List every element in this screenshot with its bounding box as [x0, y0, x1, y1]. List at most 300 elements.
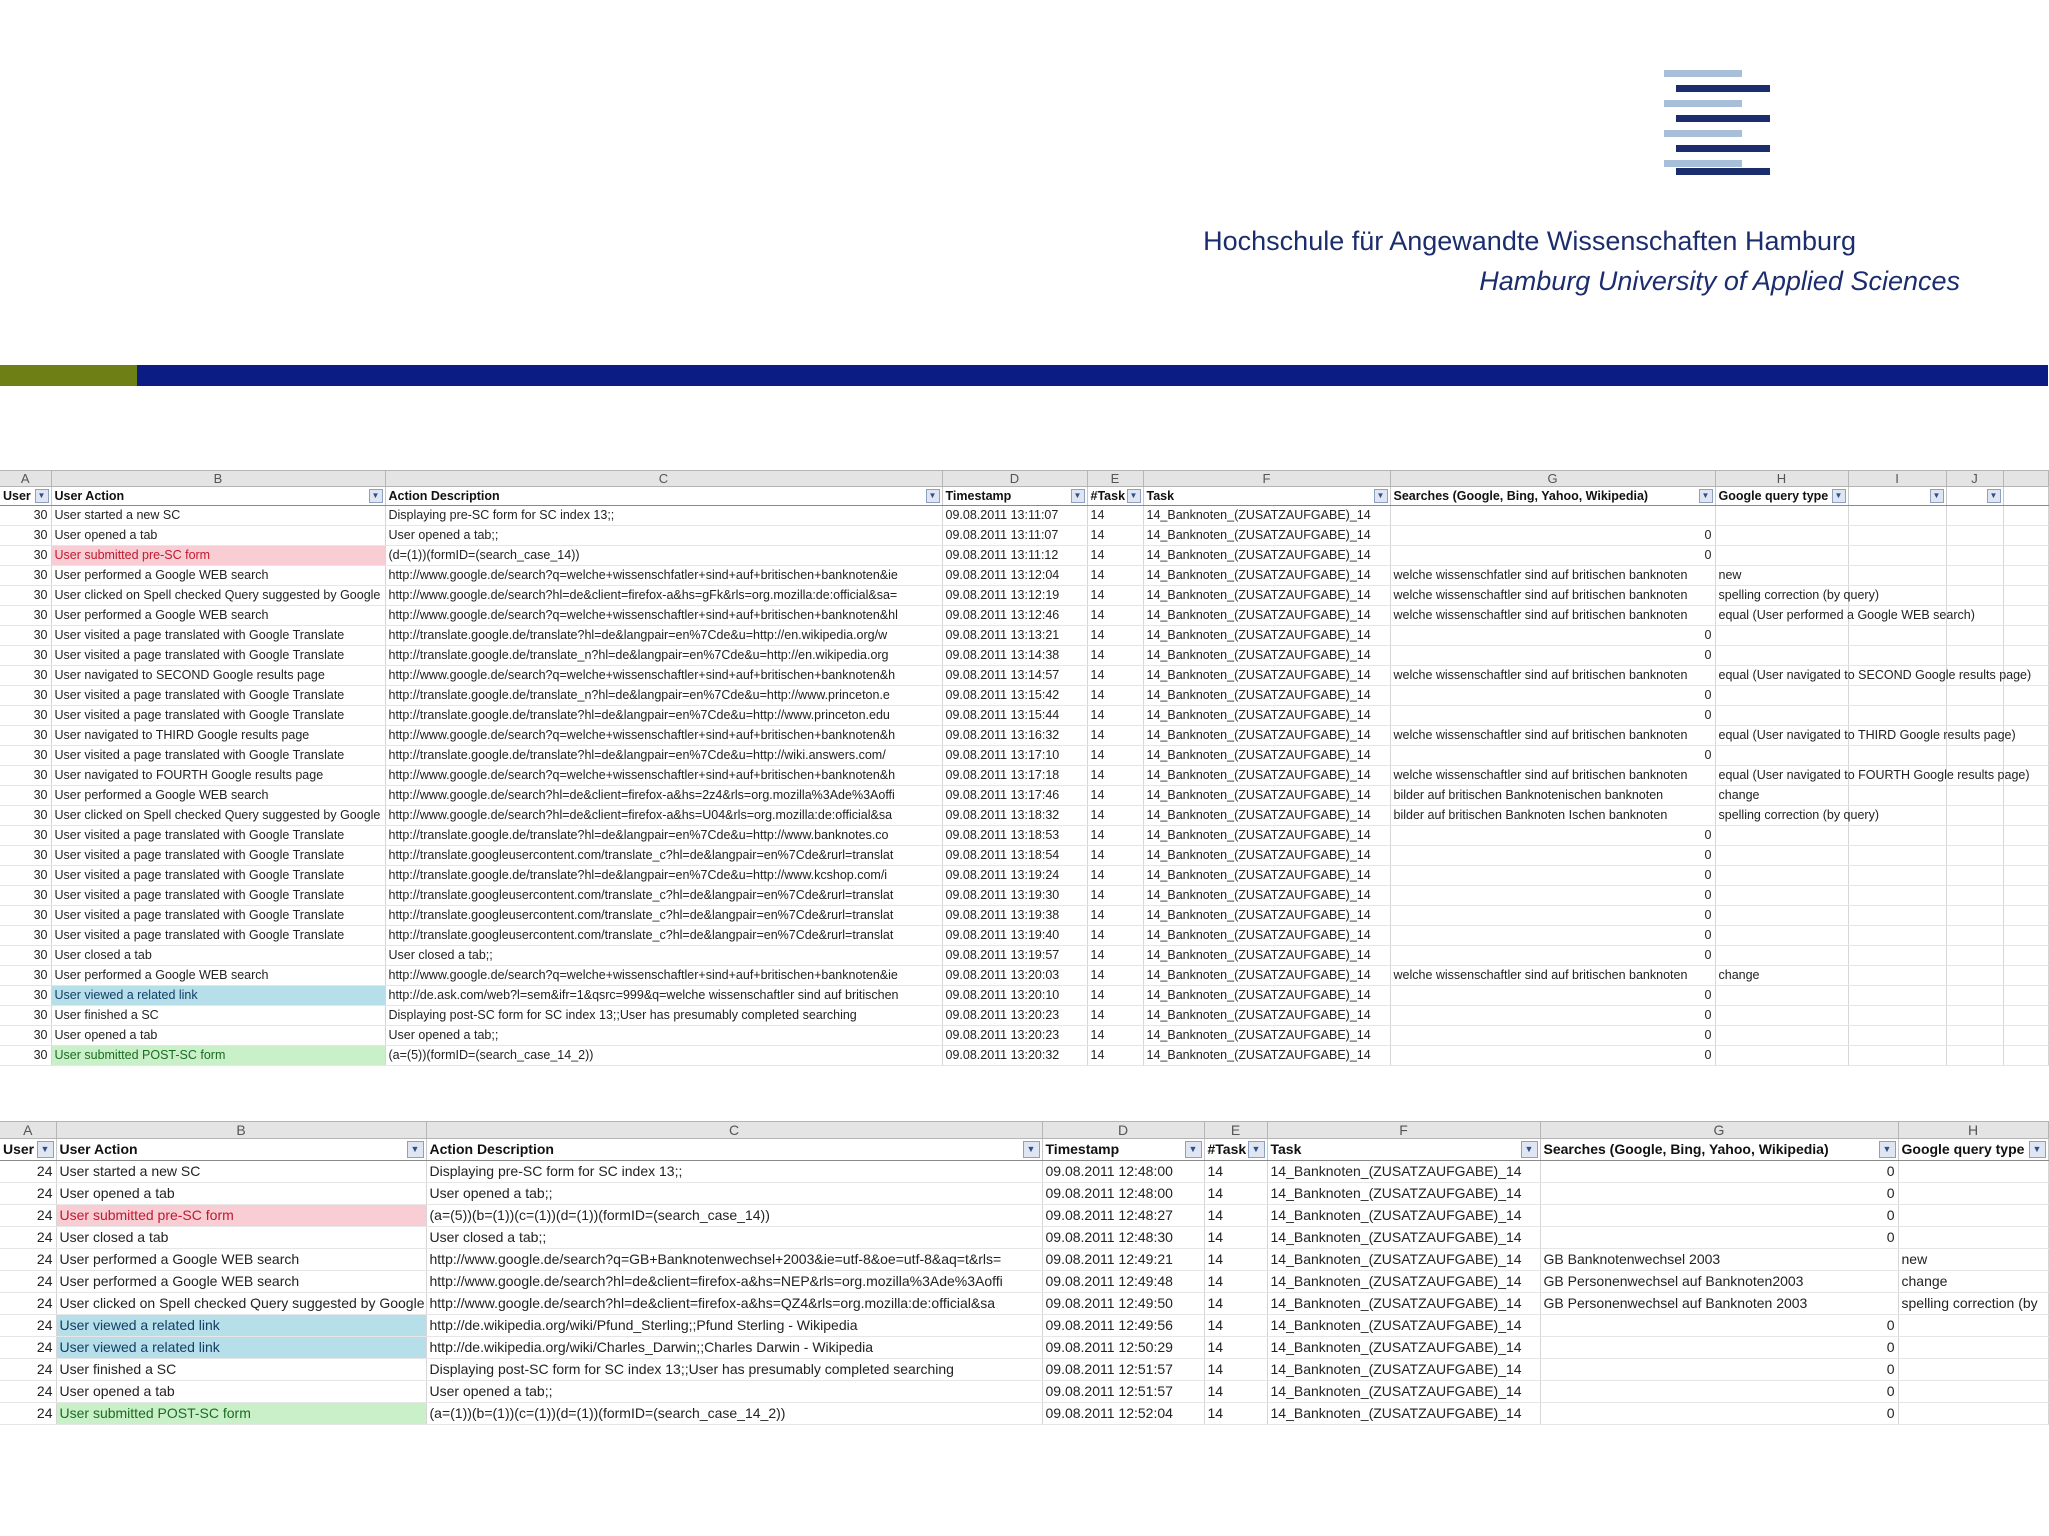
user-cell[interactable]: 24: [0, 1205, 56, 1227]
user-action-cell[interactable]: User closed a tab: [56, 1227, 426, 1249]
user-action-cell[interactable]: User opened a tab: [51, 1026, 385, 1046]
empty-cell[interactable]: [2003, 886, 2048, 906]
searches-cell[interactable]: 0: [1540, 1227, 1898, 1249]
empty-cell[interactable]: [1946, 946, 2003, 966]
task-cell[interactable]: 14_Banknoten_(ZUSATZAUFGABE)_14: [1143, 726, 1390, 746]
user-action-cell[interactable]: User opened a tab: [56, 1183, 426, 1205]
user-action-cell[interactable]: User clicked on Spell checked Query suggested by Google: [51, 806, 385, 826]
empty-cell[interactable]: [2003, 846, 2048, 866]
timestamp-cell[interactable]: 09.08.2011 12:48:00: [1042, 1161, 1204, 1183]
empty-cell[interactable]: [2003, 826, 2048, 846]
user-cell[interactable]: 24: [0, 1293, 56, 1315]
query-type-cell[interactable]: equal (User performed a Google WEB search): [1715, 606, 1848, 626]
user-cell[interactable]: 30: [0, 886, 51, 906]
task-number-cell[interactable]: 14: [1087, 646, 1143, 666]
column-letter-e[interactable]: E: [1204, 1122, 1267, 1139]
timestamp-cell[interactable]: 09.08.2011 13:12:19: [942, 586, 1087, 606]
timestamp-cell[interactable]: 09.08.2011 13:20:32: [942, 1046, 1087, 1066]
task-number-cell[interactable]: 14: [1204, 1205, 1267, 1227]
empty-cell[interactable]: [1946, 826, 2003, 846]
user-action-cell[interactable]: User visited a page translated with Google Translate: [51, 906, 385, 926]
timestamp-cell[interactable]: 09.08.2011 13:19:40: [942, 926, 1087, 946]
task-number-cell[interactable]: 14: [1087, 866, 1143, 886]
user-cell[interactable]: 30: [0, 546, 51, 566]
empty-cell[interactable]: [1946, 806, 2003, 826]
task-number-cell[interactable]: 14: [1087, 766, 1143, 786]
query-type-cell[interactable]: [1715, 546, 1848, 566]
timestamp-cell[interactable]: 09.08.2011 12:49:56: [1042, 1315, 1204, 1337]
user-cell[interactable]: 30: [0, 646, 51, 666]
task-number-cell[interactable]: 14: [1087, 986, 1143, 1006]
user-action-cell[interactable]: User performed a Google WEB search: [56, 1271, 426, 1293]
query-type-cell[interactable]: [1715, 746, 1848, 766]
timestamp-cell[interactable]: 09.08.2011 13:19:57: [942, 946, 1087, 966]
timestamp-cell[interactable]: 09.08.2011 12:49:48: [1042, 1271, 1204, 1293]
empty-cell[interactable]: [2003, 586, 2048, 606]
task-cell[interactable]: 14_Banknoten_(ZUSATZAUFGABE)_14: [1143, 706, 1390, 726]
header-cell[interactable]: [1848, 487, 1946, 506]
action-description-cell[interactable]: http://www.google.de/search?hl=de&client=firefox-a&hs=QZ4&rls=org.mozilla:de:official&sa: [426, 1293, 1042, 1315]
timestamp-cell[interactable]: 09.08.2011 13:14:57: [942, 666, 1087, 686]
query-type-cell[interactable]: [1715, 646, 1848, 666]
searches-cell[interactable]: welche wissenschaftler sind auf britischen banknoten: [1390, 726, 1715, 746]
task-cell[interactable]: 14_Banknoten_(ZUSATZAUFGABE)_14: [1143, 986, 1390, 1006]
timestamp-cell[interactable]: 09.08.2011 13:17:46: [942, 786, 1087, 806]
query-type-cell[interactable]: [1715, 946, 1848, 966]
user-cell[interactable]: 24: [0, 1227, 56, 1249]
action-description-cell[interactable]: (d=(1))(formID=(search_case_14)): [385, 546, 942, 566]
column-letter-d[interactable]: D: [942, 471, 1087, 487]
user-action-cell[interactable]: User visited a page translated with Google Translate: [51, 886, 385, 906]
task-number-cell[interactable]: 14: [1087, 726, 1143, 746]
empty-cell[interactable]: [1946, 626, 2003, 646]
user-cell[interactable]: 30: [0, 826, 51, 846]
query-type-cell[interactable]: change: [1715, 786, 1848, 806]
searches-cell[interactable]: 0: [1390, 866, 1715, 886]
user-action-cell[interactable]: User submitted POST-SC form: [56, 1403, 426, 1425]
empty-cell[interactable]: [1946, 686, 2003, 706]
column-letter-i[interactable]: I: [1848, 471, 1946, 487]
filter-active-icon[interactable]: ▼: [37, 1141, 54, 1158]
timestamp-cell[interactable]: 09.08.2011 13:18:53: [942, 826, 1087, 846]
empty-cell[interactable]: [1848, 1006, 1946, 1026]
user-cell[interactable]: 24: [0, 1403, 56, 1425]
empty-cell[interactable]: [2003, 986, 2048, 1006]
empty-cell[interactable]: [1848, 566, 1946, 586]
task-number-cell[interactable]: 14: [1087, 526, 1143, 546]
task-cell[interactable]: 14_Banknoten_(ZUSATZAUFGABE)_14: [1143, 626, 1390, 646]
action-description-cell[interactable]: (a=(5))(formID=(search_case_14_2)): [385, 1046, 942, 1066]
query-type-cell[interactable]: [1715, 826, 1848, 846]
task-number-cell[interactable]: 14: [1087, 806, 1143, 826]
action-description-cell[interactable]: http://www.google.de/search?q=welche+wissenschaftler+sind+auf+britischen+banknoten&h: [385, 666, 942, 686]
query-type-cell[interactable]: equal (User navigated to THIRD Google results page): [1715, 726, 1848, 746]
filter-dropdown-icon[interactable]: ▼: [926, 489, 940, 503]
query-type-cell[interactable]: [1898, 1227, 2048, 1249]
timestamp-cell[interactable]: 09.08.2011 13:17:18: [942, 766, 1087, 786]
searches-cell[interactable]: [1390, 506, 1715, 526]
header-cell[interactable]: [0, 1139, 56, 1161]
empty-cell[interactable]: [1946, 586, 2003, 606]
filter-dropdown-icon[interactable]: ▼: [1699, 489, 1713, 503]
searches-cell[interactable]: GB Personenwechsel auf Banknoten2003: [1540, 1271, 1898, 1293]
empty-cell[interactable]: [2003, 606, 2048, 626]
task-number-cell[interactable]: 14: [1204, 1161, 1267, 1183]
empty-cell[interactable]: [1946, 546, 2003, 566]
empty-cell[interactable]: [1848, 986, 1946, 1006]
user-cell[interactable]: 24: [0, 1161, 56, 1183]
user-action-cell[interactable]: User clicked on Spell checked Query suggested by Google: [51, 586, 385, 606]
empty-cell[interactable]: [1848, 546, 1946, 566]
timestamp-cell[interactable]: 09.08.2011 13:16:32: [942, 726, 1087, 746]
task-cell[interactable]: 14_Banknoten_(ZUSATZAUFGABE)_14: [1143, 526, 1390, 546]
query-type-cell[interactable]: [1715, 706, 1848, 726]
column-letter-g[interactable]: G: [1390, 471, 1715, 487]
column-letter-a[interactable]: A: [0, 471, 51, 487]
query-type-cell[interactable]: new: [1715, 566, 1848, 586]
empty-cell[interactable]: [1946, 1026, 2003, 1046]
task-number-cell[interactable]: 14: [1204, 1315, 1267, 1337]
action-description-cell[interactable]: http://www.google.de/search?hl=de&client=firefox-a&hs=NEP&rls=org.mozilla%3Ade%3Aoffi: [426, 1271, 1042, 1293]
action-description-cell[interactable]: Displaying pre-SC form for SC index 13;;: [385, 506, 942, 526]
searches-cell[interactable]: 0: [1390, 1006, 1715, 1026]
task-cell[interactable]: 14_Banknoten_(ZUSATZAUFGABE)_14: [1267, 1381, 1540, 1403]
query-type-cell[interactable]: change: [1715, 966, 1848, 986]
empty-cell[interactable]: [1848, 506, 1946, 526]
task-number-cell[interactable]: 14: [1204, 1249, 1267, 1271]
task-number-cell[interactable]: 14: [1204, 1183, 1267, 1205]
query-type-cell[interactable]: [1715, 526, 1848, 546]
filter-dropdown-icon[interactable]: ▼: [369, 489, 383, 503]
user-action-cell[interactable]: User visited a page translated with Google Translate: [51, 626, 385, 646]
empty-cell[interactable]: [1946, 986, 2003, 1006]
user-cell[interactable]: 30: [0, 946, 51, 966]
empty-cell[interactable]: [1848, 706, 1946, 726]
searches-cell[interactable]: 0: [1540, 1315, 1898, 1337]
empty-cell[interactable]: [1848, 526, 1946, 546]
action-description-cell[interactable]: (a=(1))(b=(1))(c=(1))(d=(1))(formID=(search_case_14_2)): [426, 1403, 1042, 1425]
action-description-cell[interactable]: http://www.google.de/search?hl=de&client=firefox-a&hs=U04&rls=org.mozilla:de:official&sa: [385, 806, 942, 826]
user-cell[interactable]: 30: [0, 866, 51, 886]
empty-cell[interactable]: [1848, 686, 1946, 706]
searches-cell[interactable]: 0: [1390, 1046, 1715, 1066]
action-description-cell[interactable]: http://translate.googleusercontent.com/translate_c?hl=de&langpair=en%7Cde&rurl=translat: [385, 906, 942, 926]
task-number-cell[interactable]: 14: [1204, 1403, 1267, 1425]
query-type-cell[interactable]: [1715, 686, 1848, 706]
user-cell[interactable]: 30: [0, 1006, 51, 1026]
query-type-cell[interactable]: change: [1898, 1271, 2048, 1293]
empty-cell[interactable]: [2003, 946, 2048, 966]
searches-cell[interactable]: welche wissenschfatler sind auf britischen banknoten: [1390, 566, 1715, 586]
action-description-cell[interactable]: http://de.wikipedia.org/wiki/Pfund_Sterling;;Pfund Sterling - Wikipedia: [426, 1315, 1042, 1337]
timestamp-cell[interactable]: 09.08.2011 12:48:00: [1042, 1183, 1204, 1205]
column-letter-b[interactable]: B: [51, 471, 385, 487]
empty-cell[interactable]: [2003, 866, 2048, 886]
user-action-cell[interactable]: User started a new SC: [51, 506, 385, 526]
timestamp-cell[interactable]: 09.08.2011 13:15:44: [942, 706, 1087, 726]
column-letter-j[interactable]: J: [1946, 471, 2003, 487]
empty-cell[interactable]: [2003, 626, 2048, 646]
task-cell[interactable]: 14_Banknoten_(ZUSATZAUFGABE)_14: [1267, 1205, 1540, 1227]
header-cell[interactable]: [1898, 1139, 2048, 1161]
searches-cell[interactable]: welche wissenschaftler sind auf britischen banknoten: [1390, 666, 1715, 686]
action-description-cell[interactable]: User closed a tab;;: [385, 946, 942, 966]
empty-cell[interactable]: [2003, 526, 2048, 546]
task-cell[interactable]: 14_Banknoten_(ZUSATZAUFGABE)_14: [1143, 506, 1390, 526]
action-description-cell[interactable]: http://www.google.de/search?q=welche+wissenschaftler+sind+auf+britischen+banknoten&ie: [385, 966, 942, 986]
column-letter-h[interactable]: H: [1898, 1122, 2048, 1139]
task-cell[interactable]: 14_Banknoten_(ZUSATZAUFGABE)_14: [1143, 606, 1390, 626]
query-type-cell[interactable]: [1715, 866, 1848, 886]
action-description-cell[interactable]: http://translate.google.de/translate?hl=de&langpair=en%7Cde&u=http://www.kcshop.com/i: [385, 866, 942, 886]
header-cell[interactable]: [1267, 1139, 1540, 1161]
user-action-cell[interactable]: User clicked on Spell checked Query suggested by Google: [56, 1293, 426, 1315]
searches-cell[interactable]: 0: [1540, 1337, 1898, 1359]
searches-cell[interactable]: 0: [1390, 946, 1715, 966]
user-action-cell[interactable]: User opened a tab: [56, 1381, 426, 1403]
filter-dropdown-icon[interactable]: ▼: [1832, 489, 1846, 503]
searches-cell[interactable]: 0: [1390, 926, 1715, 946]
header-cell[interactable]: [0, 487, 51, 506]
user-action-cell[interactable]: User visited a page translated with Google Translate: [51, 646, 385, 666]
task-number-cell[interactable]: 14: [1087, 906, 1143, 926]
empty-cell[interactable]: [1848, 846, 1946, 866]
empty-cell[interactable]: [2003, 706, 2048, 726]
searches-cell[interactable]: 0: [1540, 1359, 1898, 1381]
task-number-cell[interactable]: 14: [1204, 1227, 1267, 1249]
user-cell[interactable]: 30: [0, 1026, 51, 1046]
action-description-cell[interactable]: http://translate.google.de/translate?hl=de&langpair=en%7Cde&u=http://en.wikipedia.org/w: [385, 626, 942, 646]
empty-cell[interactable]: [1946, 966, 2003, 986]
task-cell[interactable]: 14_Banknoten_(ZUSATZAUFGABE)_14: [1143, 686, 1390, 706]
action-description-cell[interactable]: http://translate.googleusercontent.com/translate_c?hl=de&langpair=en%7Cde&rurl=translat: [385, 926, 942, 946]
header-cell[interactable]: [1390, 487, 1715, 506]
task-number-cell[interactable]: 14: [1087, 886, 1143, 906]
task-cell[interactable]: 14_Banknoten_(ZUSATZAUFGABE)_14: [1267, 1315, 1540, 1337]
action-description-cell[interactable]: http://www.google.de/search?q=welche+wissenschfatler+sind+auf+britischen+banknoten&ie: [385, 566, 942, 586]
user-cell[interactable]: 30: [0, 746, 51, 766]
action-description-cell[interactable]: http://translate.google.de/translate_n?hl=de&langpair=en%7Cde&u=http://www.princeton.e: [385, 686, 942, 706]
user-cell[interactable]: 30: [0, 906, 51, 926]
task-cell[interactable]: 14_Banknoten_(ZUSATZAUFGABE)_14: [1143, 566, 1390, 586]
action-description-cell[interactable]: http://translate.google.de/translate?hl=de&langpair=en%7Cde&u=http://www.banknotes.co: [385, 826, 942, 846]
task-number-cell[interactable]: 14: [1087, 926, 1143, 946]
task-number-cell[interactable]: 14: [1087, 626, 1143, 646]
searches-cell[interactable]: 0: [1390, 886, 1715, 906]
user-cell[interactable]: 30: [0, 606, 51, 626]
user-cell[interactable]: 30: [0, 686, 51, 706]
timestamp-cell[interactable]: 09.08.2011 13:20:23: [942, 1026, 1087, 1046]
searches-cell[interactable]: 0: [1540, 1403, 1898, 1425]
user-action-cell[interactable]: User performed a Google WEB search: [56, 1249, 426, 1271]
task-cell[interactable]: 14_Banknoten_(ZUSATZAUFGABE)_14: [1267, 1161, 1540, 1183]
filter-dropdown-icon[interactable]: ▼: [1987, 489, 2001, 503]
searches-cell[interactable]: 0: [1390, 686, 1715, 706]
user-cell[interactable]: 30: [0, 1046, 51, 1066]
searches-cell[interactable]: 0: [1390, 986, 1715, 1006]
empty-cell[interactable]: [2003, 546, 2048, 566]
user-action-cell[interactable]: User closed a tab: [51, 946, 385, 966]
query-type-cell[interactable]: [1898, 1359, 2048, 1381]
task-number-cell[interactable]: 14: [1204, 1271, 1267, 1293]
user-action-cell[interactable]: User visited a page translated with Google Translate: [51, 826, 385, 846]
task-number-cell[interactable]: 14: [1087, 946, 1143, 966]
searches-cell[interactable]: bilder auf britischen Banknotenischen banknoten: [1390, 786, 1715, 806]
timestamp-cell[interactable]: 09.08.2011 12:51:57: [1042, 1381, 1204, 1403]
query-type-cell[interactable]: new: [1898, 1249, 2048, 1271]
searches-cell[interactable]: 0: [1390, 1026, 1715, 1046]
empty-cell[interactable]: [1848, 886, 1946, 906]
empty-cell[interactable]: [2003, 926, 2048, 946]
empty-cell[interactable]: [1946, 906, 2003, 926]
filter-dropdown-icon[interactable]: ▼: [1071, 489, 1085, 503]
user-cell[interactable]: 30: [0, 526, 51, 546]
task-number-cell[interactable]: 14: [1204, 1293, 1267, 1315]
task-cell[interactable]: 14_Banknoten_(ZUSATZAUFGABE)_14: [1143, 646, 1390, 666]
query-type-cell[interactable]: [1715, 506, 1848, 526]
searches-cell[interactable]: 0: [1390, 546, 1715, 566]
empty-cell[interactable]: [1848, 646, 1946, 666]
action-description-cell[interactable]: http://translate.google.de/translate?hl=de&langpair=en%7Cde&u=http://www.princeton.edu: [385, 706, 942, 726]
column-letter-d[interactable]: D: [1042, 1122, 1204, 1139]
filter-dropdown-icon[interactable]: ▼: [1248, 1141, 1265, 1158]
empty-cell[interactable]: [1946, 746, 2003, 766]
task-cell[interactable]: 14_Banknoten_(ZUSATZAUFGABE)_14: [1143, 906, 1390, 926]
timestamp-cell[interactable]: 09.08.2011 13:12:46: [942, 606, 1087, 626]
query-type-cell[interactable]: [1715, 626, 1848, 646]
task-number-cell[interactable]: 14: [1087, 746, 1143, 766]
searches-cell[interactable]: 0: [1390, 646, 1715, 666]
searches-cell[interactable]: GB Banknotenwechsel 2003: [1540, 1249, 1898, 1271]
task-number-cell[interactable]: 14: [1087, 1026, 1143, 1046]
empty-cell[interactable]: [1848, 946, 1946, 966]
timestamp-cell[interactable]: 09.08.2011 13:11:12: [942, 546, 1087, 566]
header-cell[interactable]: [1087, 487, 1143, 506]
searches-cell[interactable]: welche wissenschaftler sind auf britischen banknoten: [1390, 966, 1715, 986]
action-description-cell[interactable]: http://www.google.de/search?hl=de&client=firefox-a&hs=gFk&rls=org.mozilla:de:official&sa=: [385, 586, 942, 606]
filter-dropdown-icon[interactable]: ▼: [1185, 1141, 1202, 1158]
user-cell[interactable]: 30: [0, 726, 51, 746]
user-cell[interactable]: 24: [0, 1315, 56, 1337]
filter-dropdown-icon[interactable]: ▼: [407, 1141, 424, 1158]
timestamp-cell[interactable]: 09.08.2011 13:18:54: [942, 846, 1087, 866]
action-description-cell[interactable]: Displaying post-SC form for SC index 13;;User has presumably completed searching: [426, 1359, 1042, 1381]
user-action-cell[interactable]: User navigated to THIRD Google results page: [51, 726, 385, 746]
user-cell[interactable]: 30: [0, 846, 51, 866]
user-cell[interactable]: 30: [0, 966, 51, 986]
timestamp-cell[interactable]: 09.08.2011 12:49:21: [1042, 1249, 1204, 1271]
query-type-cell[interactable]: [1715, 1046, 1848, 1066]
empty-cell[interactable]: [1848, 1026, 1946, 1046]
searches-cell[interactable]: 0: [1390, 826, 1715, 846]
query-type-cell[interactable]: [1898, 1161, 2048, 1183]
header-cell[interactable]: [1715, 487, 1848, 506]
task-number-cell[interactable]: 14: [1087, 846, 1143, 866]
searches-cell[interactable]: GB Personenwechsel auf Banknoten 2003: [1540, 1293, 1898, 1315]
timestamp-cell[interactable]: 09.08.2011 13:20:10: [942, 986, 1087, 1006]
user-action-cell[interactable]: User visited a page translated with Google Translate: [51, 746, 385, 766]
query-type-cell[interactable]: [1898, 1337, 2048, 1359]
task-cell[interactable]: 14_Banknoten_(ZUSATZAUFGABE)_14: [1267, 1227, 1540, 1249]
task-cell[interactable]: 14_Banknoten_(ZUSATZAUFGABE)_14: [1143, 946, 1390, 966]
task-cell[interactable]: 14_Banknoten_(ZUSATZAUFGABE)_14: [1267, 1271, 1540, 1293]
task-cell[interactable]: 14_Banknoten_(ZUSATZAUFGABE)_14: [1143, 546, 1390, 566]
query-type-cell[interactable]: [1715, 926, 1848, 946]
task-number-cell[interactable]: 14: [1087, 606, 1143, 626]
timestamp-cell[interactable]: 09.08.2011 13:13:21: [942, 626, 1087, 646]
task-cell[interactable]: 14_Banknoten_(ZUSATZAUFGABE)_14: [1143, 1046, 1390, 1066]
timestamp-cell[interactable]: 09.08.2011 12:48:30: [1042, 1227, 1204, 1249]
searches-cell[interactable]: welche wissenschaftler sind auf britischen banknoten: [1390, 586, 1715, 606]
action-description-cell[interactable]: User opened a tab;;: [385, 526, 942, 546]
empty-cell[interactable]: [2003, 966, 2048, 986]
timestamp-cell[interactable]: 09.08.2011 13:19:24: [942, 866, 1087, 886]
task-cell[interactable]: 14_Banknoten_(ZUSATZAUFGABE)_14: [1143, 886, 1390, 906]
action-description-cell[interactable]: Displaying pre-SC form for SC index 13;;: [426, 1161, 1042, 1183]
task-number-cell[interactable]: 14: [1087, 546, 1143, 566]
task-cell[interactable]: 14_Banknoten_(ZUSATZAUFGABE)_14: [1143, 806, 1390, 826]
user-cell[interactable]: 30: [0, 786, 51, 806]
empty-cell[interactable]: [2003, 746, 2048, 766]
task-cell[interactable]: 14_Banknoten_(ZUSATZAUFGABE)_14: [1143, 926, 1390, 946]
query-type-cell[interactable]: [1715, 846, 1848, 866]
empty-cell[interactable]: [1848, 906, 1946, 926]
task-cell[interactable]: 14_Banknoten_(ZUSATZAUFGABE)_14: [1267, 1403, 1540, 1425]
timestamp-cell[interactable]: 09.08.2011 13:20:03: [942, 966, 1087, 986]
task-cell[interactable]: 14_Banknoten_(ZUSATZAUFGABE)_14: [1267, 1183, 1540, 1205]
action-description-cell[interactable]: http://translate.googleusercontent.com/translate_c?hl=de&langpair=en%7Cde&rurl=translat: [385, 846, 942, 866]
empty-cell[interactable]: [1848, 786, 1946, 806]
searches-cell[interactable]: welche wissenschaftler sind auf britischen banknoten: [1390, 766, 1715, 786]
user-action-cell[interactable]: User finished a SC: [51, 1006, 385, 1026]
timestamp-cell[interactable]: 09.08.2011 12:50:29: [1042, 1337, 1204, 1359]
searches-cell[interactable]: 0: [1540, 1161, 1898, 1183]
query-type-cell[interactable]: [1715, 906, 1848, 926]
timestamp-cell[interactable]: 09.08.2011 13:15:42: [942, 686, 1087, 706]
task-cell[interactable]: 14_Banknoten_(ZUSATZAUFGABE)_14: [1143, 846, 1390, 866]
column-letter-f[interactable]: F: [1267, 1122, 1540, 1139]
searches-cell[interactable]: 0: [1390, 526, 1715, 546]
action-description-cell[interactable]: http://www.google.de/search?hl=de&client=firefox-a&hs=2z4&rls=org.mozilla%3Ade%3Aoffi: [385, 786, 942, 806]
query-type-cell[interactable]: spelling correction (by query): [1715, 806, 1848, 826]
action-description-cell[interactable]: http://de.wikipedia.org/wiki/Charles_Darwin;;Charles Darwin - Wikipedia: [426, 1337, 1042, 1359]
column-letter-a[interactable]: A: [0, 1122, 56, 1139]
column-letter-g[interactable]: G: [1540, 1122, 1898, 1139]
action-description-cell[interactable]: User opened a tab;;: [426, 1183, 1042, 1205]
task-cell[interactable]: 14_Banknoten_(ZUSATZAUFGABE)_14: [1143, 786, 1390, 806]
user-cell[interactable]: 24: [0, 1337, 56, 1359]
empty-cell[interactable]: [2003, 566, 2048, 586]
query-type-cell[interactable]: [1898, 1381, 2048, 1403]
empty-cell[interactable]: [1848, 826, 1946, 846]
timestamp-cell[interactable]: 09.08.2011 13:19:30: [942, 886, 1087, 906]
searches-cell[interactable]: welche wissenschaftler sind auf britischen banknoten: [1390, 606, 1715, 626]
task-cell[interactable]: 14_Banknoten_(ZUSATZAUFGABE)_14: [1143, 866, 1390, 886]
empty-cell[interactable]: [2003, 906, 2048, 926]
task-number-cell[interactable]: 14: [1204, 1381, 1267, 1403]
query-type-cell[interactable]: [1898, 1183, 2048, 1205]
task-number-cell[interactable]: 14: [1087, 586, 1143, 606]
empty-cell[interactable]: [1946, 506, 2003, 526]
filter-active-icon[interactable]: ▼: [1374, 489, 1388, 503]
task-cell[interactable]: 14_Banknoten_(ZUSATZAUFGABE)_14: [1143, 666, 1390, 686]
query-type-cell[interactable]: spelling correction (by query): [1715, 586, 1848, 606]
empty-cell[interactable]: [2003, 786, 2048, 806]
searches-cell[interactable]: bilder auf britischen Banknoten Ischen banknoten: [1390, 806, 1715, 826]
header-cell[interactable]: [1143, 487, 1390, 506]
empty-cell[interactable]: [2003, 686, 2048, 706]
task-number-cell[interactable]: 14: [1087, 1046, 1143, 1066]
